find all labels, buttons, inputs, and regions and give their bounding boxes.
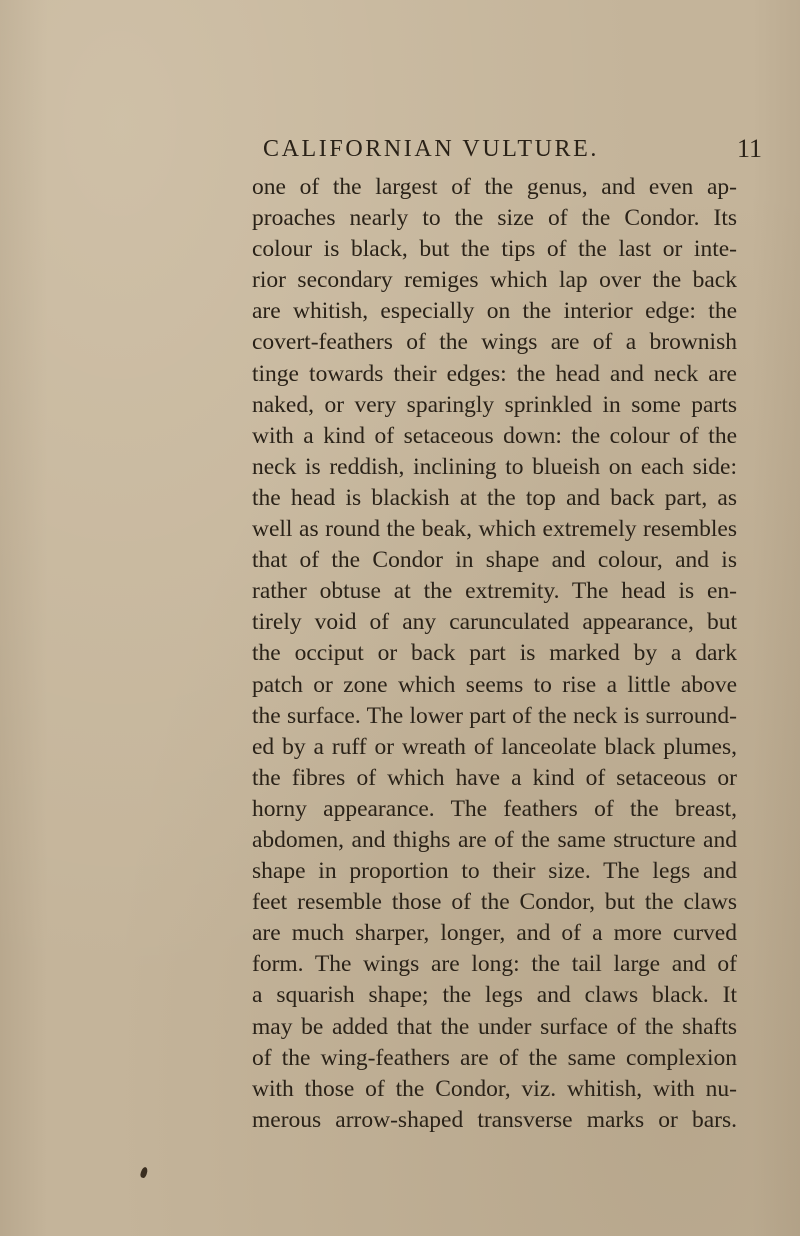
text-line: tinge towards their edges: the head and neck are [252, 360, 737, 387]
text-line: the surface. The lower part of the neck is surround- [252, 702, 737, 729]
text-line: rather obtuse at the extremity. The head is en- [252, 578, 737, 605]
text-line: shape in proportion to their size. The legs and [252, 858, 737, 885]
text-line: the fibres of which have a kind of setaceous or [252, 764, 737, 791]
text-line: ed by a ruff or wreath of lanceolate black plumes, [252, 733, 737, 760]
text-line: one of the largest of the genus, and even ap- [252, 174, 737, 200]
text-line: may be added that the under surface of the shafts [252, 1013, 737, 1040]
page-number: 11 [737, 134, 763, 163]
text-line: patch or zone which seems to rise a little above [252, 671, 737, 698]
running-title: CALIFORNIAN VULTURE. [263, 136, 600, 162]
text-line: of the wing-feathers are of the same complexion [252, 1044, 737, 1071]
text-line: with a kind of setaceous down: the colour of the [252, 422, 737, 449]
text-line: merous arrow-shaped transverse marks or bars. [252, 1106, 737, 1133]
text-line: covert-feathers of the wings are of a brownish [252, 329, 737, 356]
ink-speck [139, 1166, 148, 1178]
text-line: proaches nearly to the size of the Condor. Its [252, 205, 737, 232]
running-head [0, 134, 800, 174]
body-text [252, 172, 737, 1136]
text-line: a squarish shape; the legs and claws black. It [252, 982, 737, 1009]
text-line: naked, or very sparingly sprinkled in some parts [252, 391, 737, 418]
text-line: the head is blackish at the top and back part, as [252, 484, 737, 511]
text-line: the occiput or back part is marked by a dark [252, 640, 737, 667]
text-line: abdomen, and thighs are of the same structure and [252, 826, 737, 853]
text-line: are much sharper, longer, and of a more curved [252, 920, 737, 947]
text-line: well as round the beak, which extremely resembles [252, 516, 737, 543]
text-line: neck is reddish, inclining to blueish on each side: [252, 453, 737, 480]
text-line: horny appearance. The feathers of the breast, [252, 795, 737, 822]
text-line: are whitish, especially on the interior edge: the [252, 298, 737, 325]
text-line: feet resemble those of the Condor, but the claws [252, 889, 737, 916]
text-line: that of the Condor in shape and colour, and is [252, 547, 737, 574]
text-line: colour is black, but the tips of the last or inte- [252, 236, 737, 263]
text-line: form. The wings are long: the tail large and of [252, 951, 737, 978]
text-line: tirely void of any carunculated appearance, but [252, 609, 737, 636]
text-line: rior secondary remiges which lap over the back [252, 267, 737, 294]
text-line: with those of the Condor, viz. whitish, with nu- [252, 1075, 737, 1102]
